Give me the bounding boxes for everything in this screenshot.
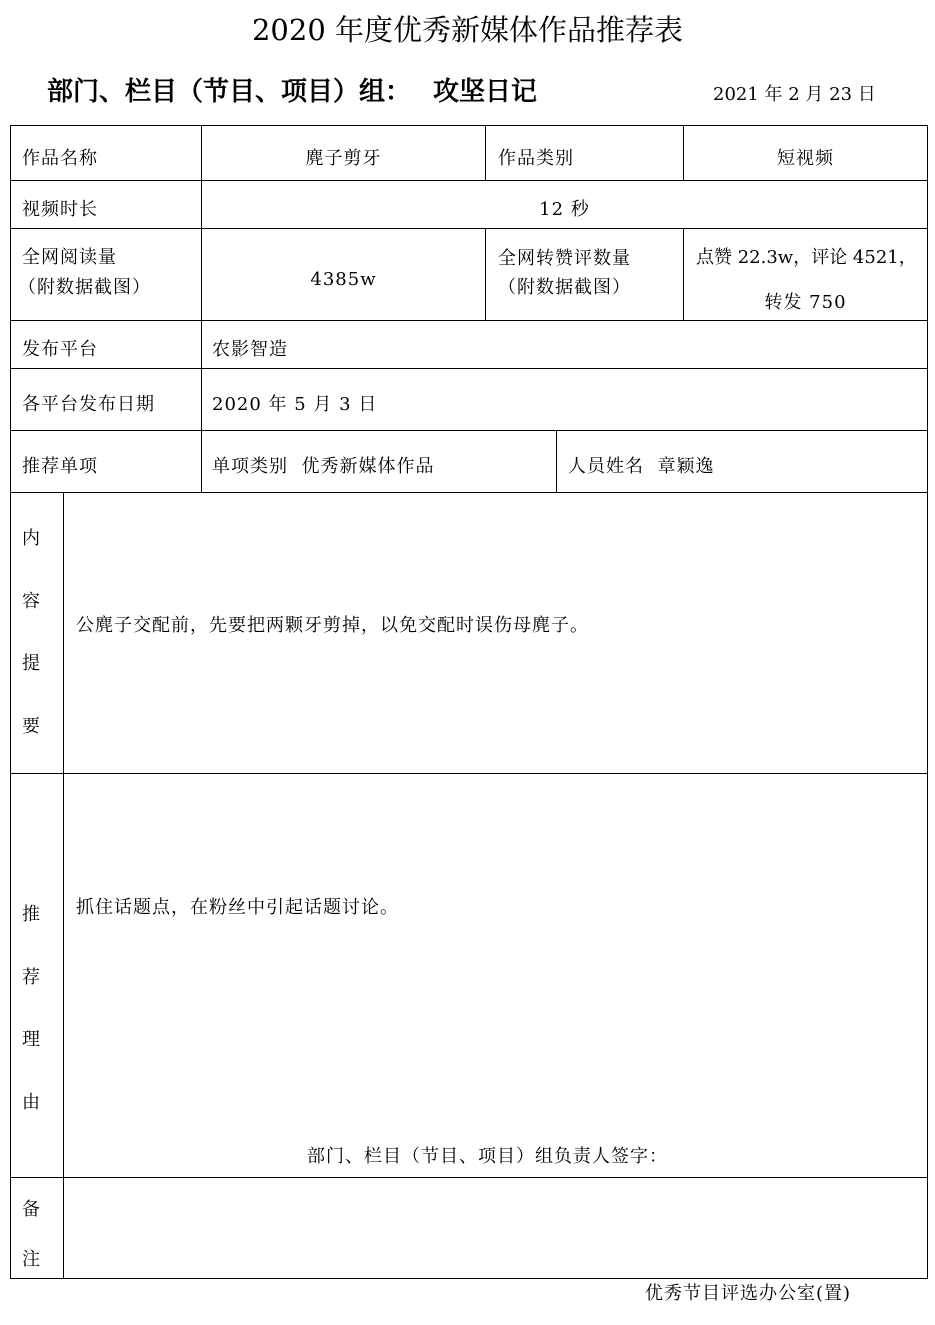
department-label: 部门、栏目（节目、项目）组：: [47, 77, 412, 107]
column-divider: [556, 430, 557, 492]
reason-label-char: 荐: [22, 967, 40, 988]
row-divider: [10, 368, 928, 369]
remarks-label-char: 备: [22, 1199, 40, 1220]
person-value: 章颖逸: [657, 456, 715, 477]
reads-label-note: （附数据截图）: [18, 277, 151, 298]
table-border-bottom: [10, 1278, 928, 1279]
column-divider: [485, 228, 486, 320]
work-name-label: 作品名称: [22, 148, 98, 169]
table-border-right: [927, 125, 928, 1279]
form-title: 2020 年度优秀新媒体作品推荐表: [251, 13, 684, 47]
work-type-label: 作品类别: [498, 148, 574, 169]
column-divider: [485, 125, 486, 180]
publish-date-value: 2020 年 5 月 3 日: [212, 394, 378, 415]
column-divider: [201, 125, 202, 492]
work-type-value: 短视频: [777, 148, 834, 169]
publish-date-label: 各平台发布日期: [22, 394, 155, 415]
engagement-label-note: （附数据截图）: [498, 277, 631, 298]
engagement-value-forward: 转发 750: [764, 292, 847, 313]
reads-label: 全网阅读量: [22, 247, 117, 268]
department-line: [47, 74, 537, 110]
person-label: 人员姓名: [568, 456, 644, 477]
form-date: 2021 年 2 月 23 日: [713, 84, 876, 105]
row-divider: [10, 430, 928, 431]
platform-label: 发布平台: [22, 339, 98, 360]
row-divider: [10, 180, 928, 181]
engagement-value: 点赞 22.3w，评论 4521，: [696, 247, 917, 268]
summary-label-char: 容: [22, 591, 40, 612]
row-divider: [10, 228, 928, 229]
row-divider: [10, 773, 928, 774]
duration-value: 12 秒: [539, 199, 590, 220]
summary-label-char: 要: [22, 716, 40, 737]
row-divider: [10, 1177, 928, 1178]
reads-value: 4385w: [310, 269, 377, 290]
row-divider: [10, 320, 928, 321]
category-field: [212, 454, 434, 480]
engagement-label: 全网转赞评数量: [498, 248, 631, 269]
reason-label-char: 由: [22, 1092, 40, 1113]
summary-label-char: 提: [22, 653, 40, 674]
column-divider: [63, 492, 64, 1278]
category-label: 单项类别: [212, 456, 288, 477]
reason-label-char: 理: [22, 1029, 40, 1050]
work-name-value: 麂子剪牙: [305, 148, 382, 169]
recommend-label: 推荐单项: [22, 456, 98, 477]
person-field: [568, 454, 714, 480]
remarks-label-char: 注: [22, 1249, 40, 1270]
department-value: 攻坚日记: [433, 77, 538, 107]
summary-label-char: 内: [22, 528, 40, 549]
table-border-top: [10, 125, 928, 126]
summary-text: 公麂子交配前，先要把两颗牙剪掉，以免交配时误伤母麂子。: [76, 615, 589, 636]
category-value: 优秀新媒体作品: [301, 456, 435, 477]
reason-label-char: 推: [22, 904, 40, 925]
signature-label: 部门、栏目（节目、项目）组负责人签字：: [307, 1146, 668, 1167]
duration-label: 视频时长: [22, 199, 98, 220]
platform-value: 农影智造: [212, 339, 288, 360]
office-footer: 优秀节目评选办公室(置): [645, 1283, 852, 1304]
row-divider: [10, 492, 928, 493]
reason-text: 抓住话题点，在粉丝中引起话题讨论。: [76, 897, 399, 918]
